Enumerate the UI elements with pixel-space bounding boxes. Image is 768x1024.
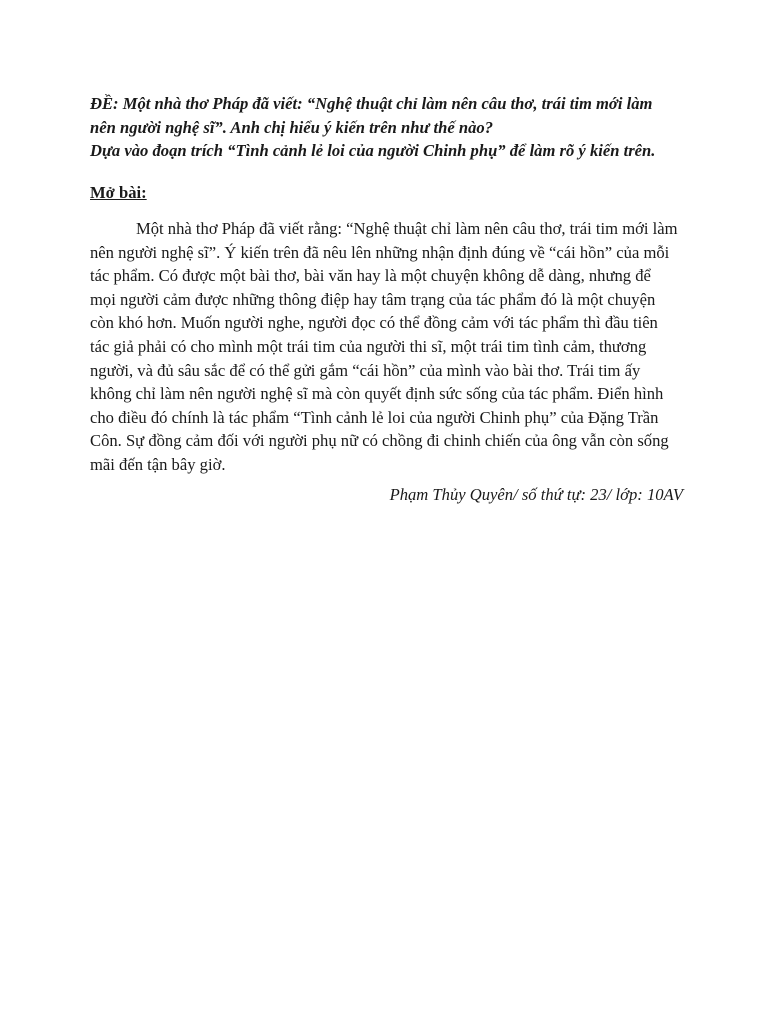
author-signature: Phạm Thủy Quyên/ số thứ tự: 23/ lớp: 10AV — [389, 484, 683, 504]
section-heading: Mở bài: — [90, 182, 147, 202]
intro-paragraph: Một nhà thơ Pháp đã viết rằng: “Nghệ thuật chỉ làm nên câu thơ, trái tim mới làm nên người nghệ sĩ”. Ý kiến trên đã nêu lên những nhận định đúng về “cái hồn” của mỗi tác phẩm. Có được một bài thơ, bài văn hay là một chuyện không dễ dàng, nhưng để mọi người cảm được những thông điệp hay tâm trạng của tác phẩm đó là một chuyện còn khó hơn. Muốn người nghe, người đọc có thể đồng cảm với tác phẩm thì đầu tiên tác giả phải có cho mình một trái tim của người thi sĩ, một trái tim tình cảm, thương người, và đủ sâu sắc để có thể gửi gắm “cái hồn” của mình vào bài thơ. Trái tim ấy không chỉ làm nên người nghệ sĩ mà còn quyết định sức sống của tác phẩm. Điển hình cho điều đó chính là tác phẩm “Tình cảnh lẻ loi của người Chinh phụ” của Đặng Trần Côn. Sự đồng cảm đối với người phụ nữ có chồng đi chinh chiến của ông vẫn còn sống mãi đến tận bây giờ. — [90, 219, 678, 474]
document-page — [90, 92, 683, 506]
prompt-question: ĐỀ: Một nhà thơ Pháp đã viết: “Nghệ thuật chỉ làm nên câu thơ, trái tim mới làm nên người nghệ sĩ”. Anh chị hiểu ý kiến trên như thế nào? — [90, 94, 653, 137]
prompt-instruction: Dựa vào đoạn trích “Tình cảnh lẻ loi của người Chinh phụ” để làm rõ ý kiến trên. — [90, 141, 656, 160]
essay-prompt — [90, 92, 680, 163]
